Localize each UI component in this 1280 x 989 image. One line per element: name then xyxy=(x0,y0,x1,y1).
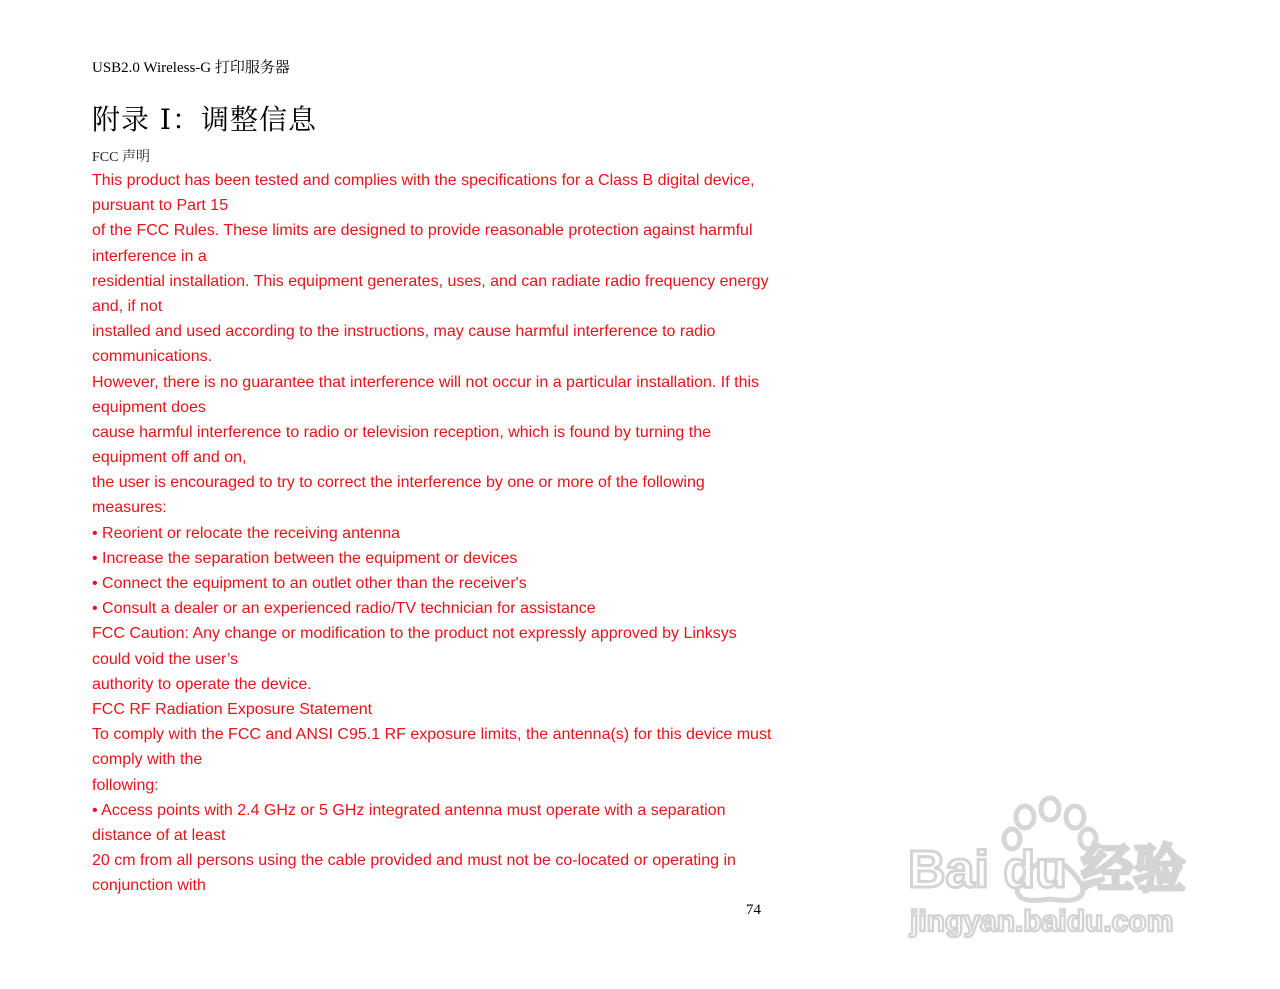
bullet-line: • Increase the separation between the equipment or devices xyxy=(92,549,518,567)
body-line: distance of at least xyxy=(92,826,226,844)
page-number: 74 xyxy=(746,902,761,918)
body-line: conjunction with xyxy=(92,877,206,895)
body-line: installed and used according to the instructions, may cause harmful interference to radio xyxy=(92,323,716,341)
bullet-line: • Reorient or relocate the receiving antenna xyxy=(92,524,401,542)
body-line: and, if not xyxy=(92,297,163,315)
body-line: This product has been tested and complies with the specifications for a Class B digital device, xyxy=(92,172,755,189)
body-line: residential installation. This equipment generates, uses, and can radiate radio frequency energy xyxy=(92,272,769,290)
body-line: the user is encouraged to try to correct the interference by one or more of the following xyxy=(92,474,705,492)
body-line: authority to operate the device. xyxy=(92,675,312,693)
body-line: could void the user’s xyxy=(92,650,239,668)
bullet-line: • Access points with 2.4 GHz or 5 GHz integrated antenna must operate with a separation xyxy=(92,801,726,819)
body-line: 20 cm from all persons using the cable provided and must not be co-located or operating in xyxy=(92,852,736,870)
body-line: equipment does xyxy=(92,398,206,416)
watermark-url: jingyan.baidu.com xyxy=(910,905,1174,938)
baidu-paw-icon xyxy=(900,795,1210,945)
baidu-jingyan-watermark xyxy=(900,795,1210,945)
watermark-brand: Bai du 经验 xyxy=(908,841,1186,899)
body-line: FCC Caution: Any change or modification to the product not expressly approved by Linksys xyxy=(92,625,737,643)
body-line: equipment off and on, xyxy=(92,449,247,467)
body-line: communications. xyxy=(92,348,213,366)
page-title: 附录 I：调整信息 xyxy=(92,103,317,136)
body-line: following: xyxy=(92,776,159,794)
running-header: USB2.0 Wireless-G 打印服务器 xyxy=(92,60,290,76)
body-line: comply with the xyxy=(92,751,203,769)
section-subtitle: FCC 声明 xyxy=(92,150,150,165)
bullet-line: • Connect the equipment to an outlet other than the receiver's xyxy=(92,575,527,592)
body-text xyxy=(92,168,792,898)
body-line: To comply with the FCC and ANSI C95.1 RF exposure limits, the antenna(s) for this device must xyxy=(92,726,772,744)
body-line: pursuant to Part 15 xyxy=(92,197,229,215)
body-line: interference in a xyxy=(92,247,207,265)
body-line: of the FCC Rules. These limits are designed to provide reasonable protection against harmful xyxy=(92,222,753,240)
section-heading-line: FCC RF Radiation Exposure Statement xyxy=(92,700,373,718)
body-line: However, there is no guarantee that interference will not occur in a particular installation. If this xyxy=(92,373,760,391)
body-line: cause harmful interference to radio or television reception, which is found by turning the xyxy=(92,423,712,441)
body-line: measures: xyxy=(92,499,167,517)
bullet-line: • Consult a dealer or an experienced radio/TV technician for assistance xyxy=(92,600,596,618)
